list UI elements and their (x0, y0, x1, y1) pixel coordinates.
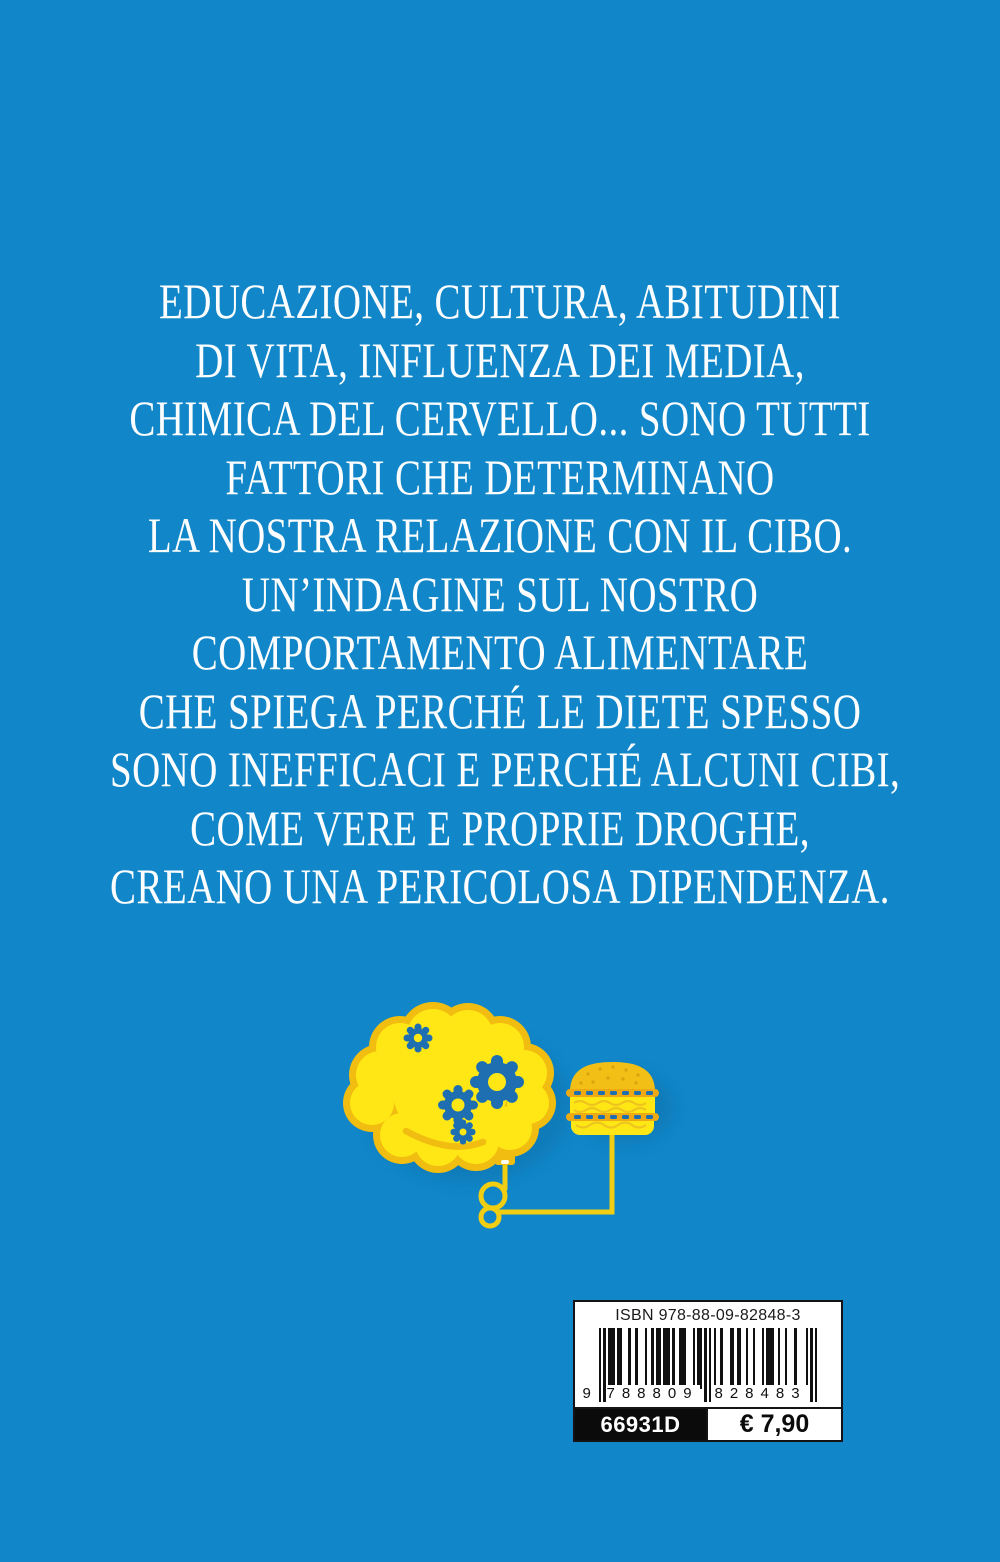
barcode-bar (739, 1328, 742, 1389)
barcode-bar (732, 1328, 735, 1389)
barcode-bar (762, 1328, 765, 1389)
barcode-bar (599, 1328, 602, 1402)
barcode-bar (806, 1328, 809, 1389)
barcode-bar (612, 1328, 615, 1389)
blurb-line: UN’INDAGINE SUL NOSTRO (241, 565, 759, 622)
blurb-line: SONO INEFFICACI E PERCHÉ ALCUNI CIBI, (110, 741, 901, 797)
blurb-line: EDUCAZIONE, CULTURA, ABITUDINI (159, 273, 841, 329)
barcode-bar (668, 1328, 671, 1389)
barcode-bar (815, 1328, 818, 1402)
barcode-bar (704, 1328, 707, 1402)
barcode-digit-lead: 9 (582, 1385, 591, 1402)
blurb-line: DI VITA, INFLUENZA DEI MEDIA, (195, 331, 805, 388)
barcode-bar (635, 1328, 638, 1389)
barcode-icon (582, 1328, 818, 1404)
price: € 7,90 (706, 1409, 841, 1440)
brain-icon (343, 1002, 556, 1173)
blurb-line: FATTORI CHE DETERMINANO (225, 448, 775, 505)
barcode-bar (658, 1328, 661, 1389)
barcode-panel (573, 1300, 843, 1442)
barcode-bar (651, 1328, 654, 1389)
edition-code: 66931D (575, 1409, 706, 1440)
barcode-bar (645, 1328, 648, 1389)
blurb-line: COME VERE E PROPRIE DROGHE, (190, 799, 810, 856)
blurb-line: CHIMICA DEL CERVELLO... SONO TUTTI (129, 390, 871, 446)
barcode-bar (794, 1328, 797, 1389)
barcode-bar (684, 1328, 687, 1389)
blurb-line: LA NOSTRA RELAZIONE CON IL CIBO. (147, 507, 853, 563)
barcode-bar (693, 1328, 696, 1389)
barcode-bar (714, 1328, 717, 1389)
barcode-bar (709, 1328, 712, 1402)
barcode-bar (771, 1328, 774, 1389)
barcode-bar (785, 1328, 788, 1389)
barcode-digit-group: 788809 (606, 1385, 699, 1402)
barcode-bar (778, 1328, 781, 1389)
barcode-bar (753, 1328, 756, 1389)
barcode-bar (628, 1328, 631, 1389)
barcode-bar (720, 1328, 723, 1389)
blurb-line: COMPORTAMENTO ALIMENTARE (191, 624, 809, 680)
barcode-digit-group: 828483 (714, 1385, 807, 1402)
blurb-line: CHE SPIEGA PERCHÉ LE DIETE SPESSO (138, 682, 862, 739)
brain-food-illustration (330, 985, 730, 1245)
blurb-line: CREANO UNA PERICOLOSA DIPENDENZA. (110, 858, 890, 914)
barcode-bar (746, 1328, 749, 1389)
barcode-bar (619, 1328, 622, 1389)
barcode-bar (810, 1328, 813, 1402)
barcode-bar (700, 1328, 703, 1389)
barcode-bar (672, 1328, 675, 1389)
blurb (0, 272, 1000, 916)
isbn-label: ISBN 978-88-09-82848-3 (615, 1307, 801, 1324)
barcode-bottom-row (575, 1407, 841, 1440)
hamburger-icon (566, 1062, 659, 1135)
